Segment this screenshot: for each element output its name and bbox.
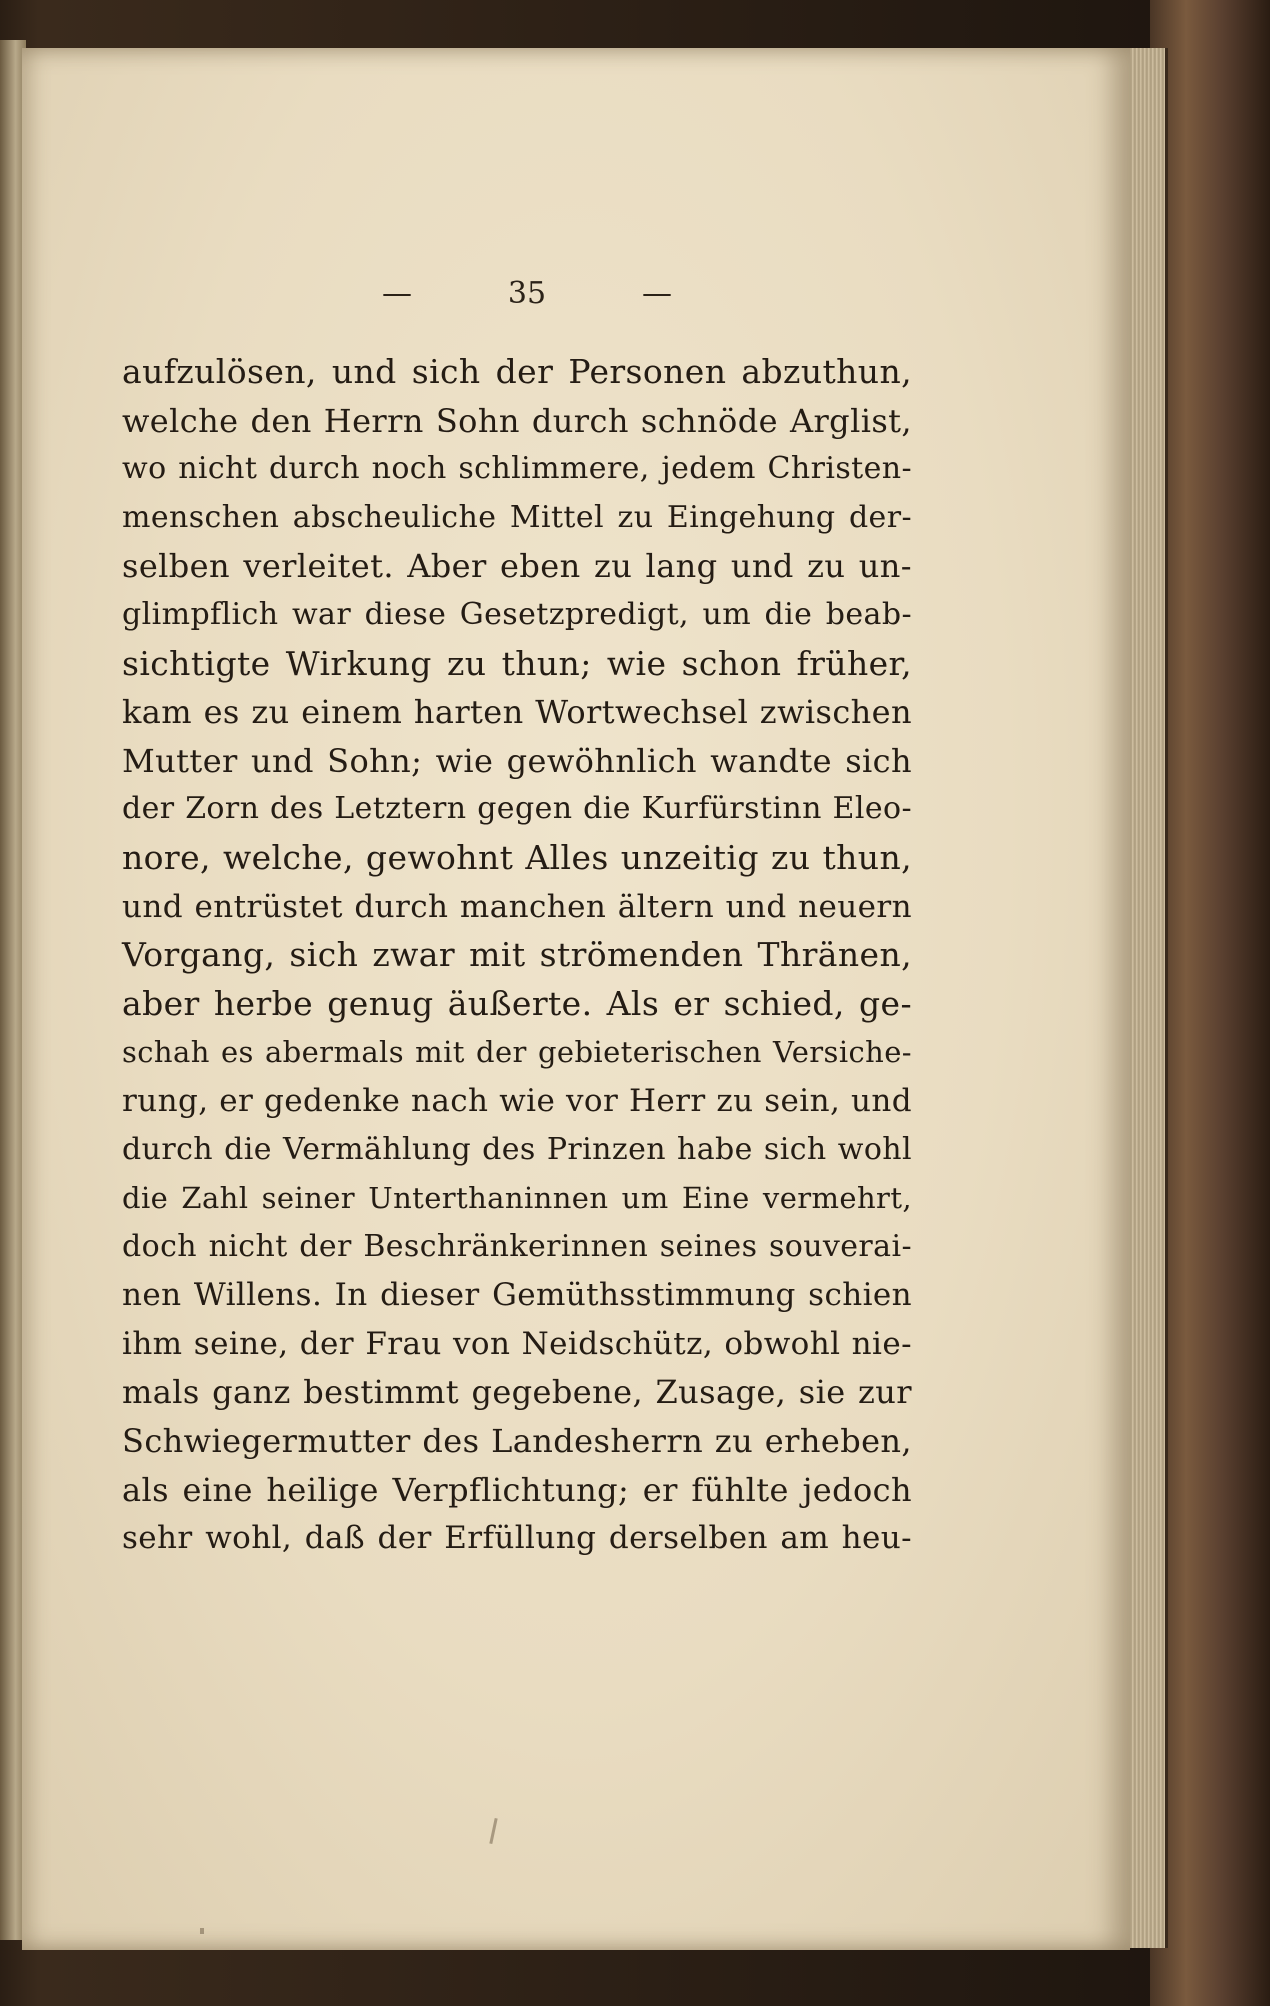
text-line: sichtigte Wirkung zu thun; wie schon früher, bbox=[122, 643, 912, 683]
text-line: die Zahl seiner Unterthaninnen um Eine vermehrt, bbox=[122, 1181, 912, 1216]
book-binding bbox=[1150, 0, 1270, 2006]
page-number: 35 bbox=[507, 276, 547, 311]
text-line: Mutter und Sohn; wie gewöhnlich wandte sich bbox=[122, 741, 912, 780]
body-text bbox=[122, 348, 912, 1563]
text-line: Schwiegermutter des Landesherrn zu erheben, bbox=[122, 1422, 912, 1461]
text-line: glimpflich war diese Gesetzpredigt, um die beab- bbox=[122, 596, 912, 632]
text-line: kam es zu einem harten Wortwechsel zwischen bbox=[122, 693, 912, 732]
text-line: rung, er gedenke nach wie vor Herr zu sein, und bbox=[122, 1082, 912, 1119]
text-line: wo nicht durch noch schlimmere, jedem Christen- bbox=[122, 451, 912, 487]
text-line: aufzulösen, und sich der Personen abzuthun, bbox=[122, 352, 912, 391]
book-page bbox=[22, 48, 1130, 1950]
paper-speck bbox=[489, 1818, 497, 1844]
text-line: ihm seine, der Frau von Neidschütz, obwohl nie- bbox=[122, 1325, 912, 1362]
text-line: als eine heilige Verpflichtung; er fühlte jedoch bbox=[122, 1470, 912, 1509]
text-line: selben verleitet. Aber eben zu lang und zu un- bbox=[122, 547, 912, 586]
paper-speck bbox=[200, 1928, 204, 1934]
text-line: welche den Herrn Sohn durch schnöde Arglist, bbox=[122, 401, 912, 440]
header-dash-right: — bbox=[642, 276, 672, 311]
page-stack-edge bbox=[1125, 48, 1168, 1948]
text-line: schah es abermals mit der gebieterischen Versiche- bbox=[122, 1035, 912, 1070]
text-line: durch die Vermählung des Prinzen habe sich wohl bbox=[122, 1131, 912, 1167]
text-line: mals ganz bestimmt gegebene, Zusage, sie zur bbox=[122, 1373, 912, 1412]
text-line: der Zorn des Letztern gegen die Kurfürstinn Eleo- bbox=[122, 791, 912, 827]
header-dash-left: — bbox=[382, 276, 412, 311]
text-line: Vorgang, sich zwar mit strömenden Thränen, bbox=[122, 935, 912, 975]
text-line: sehr wohl, daß der Erfüllung derselben am heu- bbox=[122, 1520, 912, 1557]
text-line: doch nicht der Beschränkerinnen seines souverai- bbox=[122, 1228, 912, 1264]
text-line: nen Willens. In dieser Gemüthsstimmung schien bbox=[122, 1277, 912, 1314]
text-line: menschen abscheuliche Mittel zu Eingehung der- bbox=[122, 499, 912, 535]
text-line: nore, welche, gewohnt Alles unzeitig zu thun, bbox=[122, 837, 912, 877]
text-line: aber herbe genug äußerte. Als er schied, ge- bbox=[122, 983, 912, 1023]
text-line: und entrüstet durch manchen ältern und neuern bbox=[122, 888, 912, 925]
page-header bbox=[382, 276, 672, 311]
